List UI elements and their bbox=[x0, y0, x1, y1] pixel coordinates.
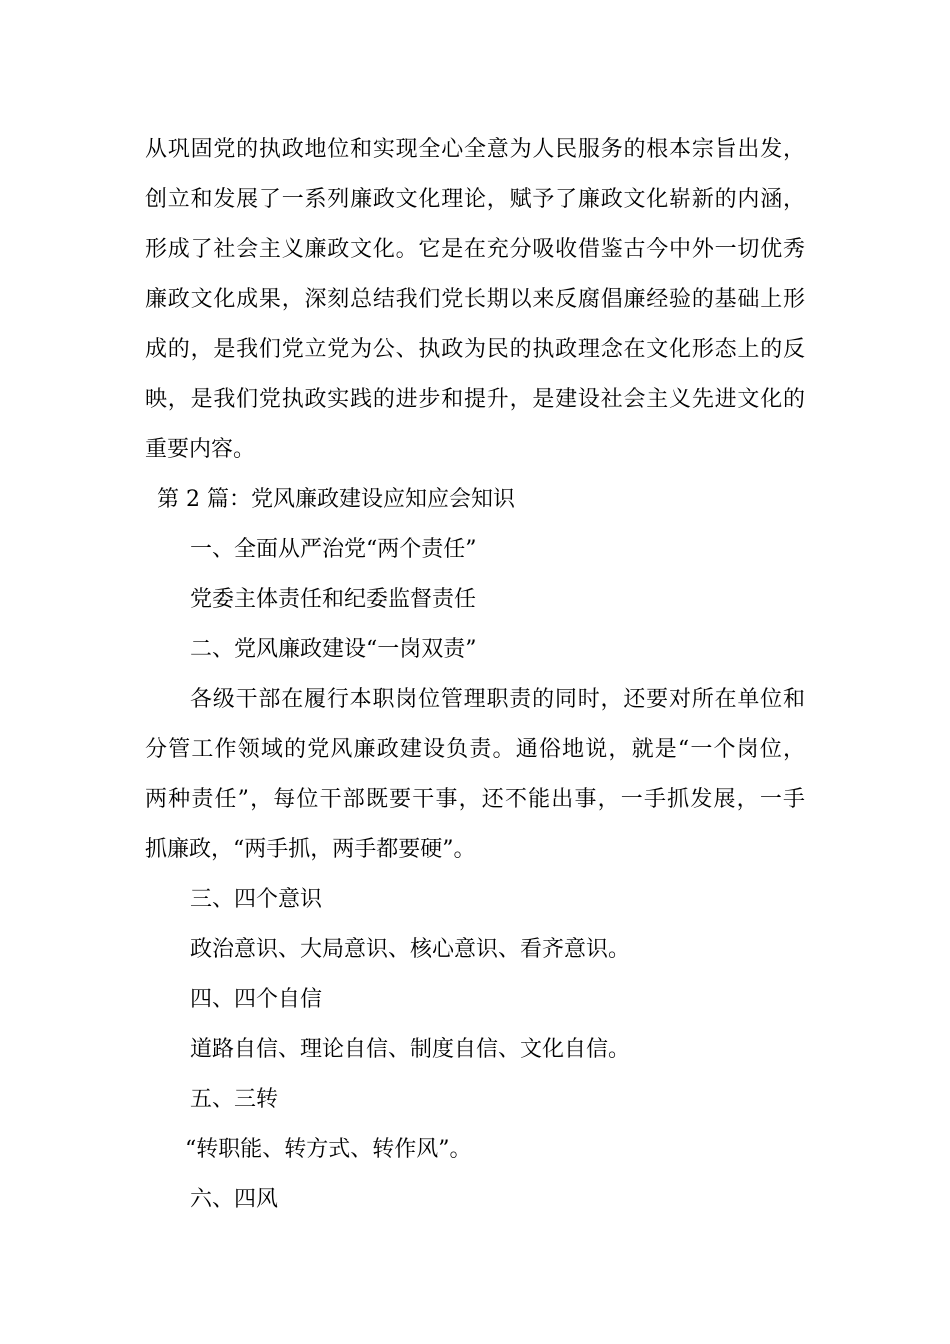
item4-heading: 四、四个自信 bbox=[190, 987, 323, 1012]
intro-line-1: 从巩固党的执政地位和实现全心全意为人民服务的根本宗旨出发， bbox=[145, 137, 805, 162]
item2-body-line-3: 两种责任”，每位干部既要干事，还不能出事，一手抓发展，一手 bbox=[145, 787, 805, 812]
item3-heading: 三、四个意识 bbox=[190, 887, 323, 912]
item5-heading: 五、三转 bbox=[190, 1087, 279, 1112]
item2-body-line-1: 各级干部在履行本职岗位管理职责的同时，还要对所在单位和 bbox=[190, 687, 805, 712]
item1-heading: 一、全面从严治党“两个责任” bbox=[190, 537, 477, 562]
item2-body-line-2: 分管工作领域的党风廉政建设负责。通俗地说，就是“一个岗位， bbox=[145, 737, 805, 762]
item3-body: 政治意识、大局意识、核心意识、看齐意识。 bbox=[190, 937, 631, 962]
item6-heading: 六、四风 bbox=[190, 1187, 279, 1212]
item2-heading: 二、党风廉政建设“一岗双责” bbox=[190, 637, 477, 662]
item5-body: “转职能、转方式、转作风”。 bbox=[185, 1137, 472, 1162]
intro-line-2: 创立和发展了一系列廉政文化理论，赋予了廉政文化崭新的内涵， bbox=[145, 187, 805, 212]
intro-line-5: 成的，是我们党立党为公、执政为民的执政理念在文化形态上的反 bbox=[145, 337, 805, 362]
item4-body: 道路自信、理论自信、制度自信、文化自信。 bbox=[190, 1037, 631, 1062]
item1-body: 党委主体责任和纪委监督责任 bbox=[190, 587, 477, 612]
intro-line-6: 映，是我们党执政实践的进步和提升，是建设社会主义先进文化的 bbox=[145, 387, 805, 412]
section-title: 第 2 篇：党风廉政建设应知应会知识 bbox=[157, 487, 515, 512]
intro-line-4: 廉政文化成果，深刻总结我们党长期以来反腐倡廉经验的基础上形 bbox=[145, 287, 805, 312]
intro-line-7: 重要内容。 bbox=[145, 437, 256, 462]
intro-line-3: 形成了社会主义廉政文化。它是在充分吸收借鉴古今中外一切优秀 bbox=[145, 237, 805, 262]
item2-body-line-4: 抓廉政，“两手抓，两手都要硬”。 bbox=[145, 837, 476, 862]
